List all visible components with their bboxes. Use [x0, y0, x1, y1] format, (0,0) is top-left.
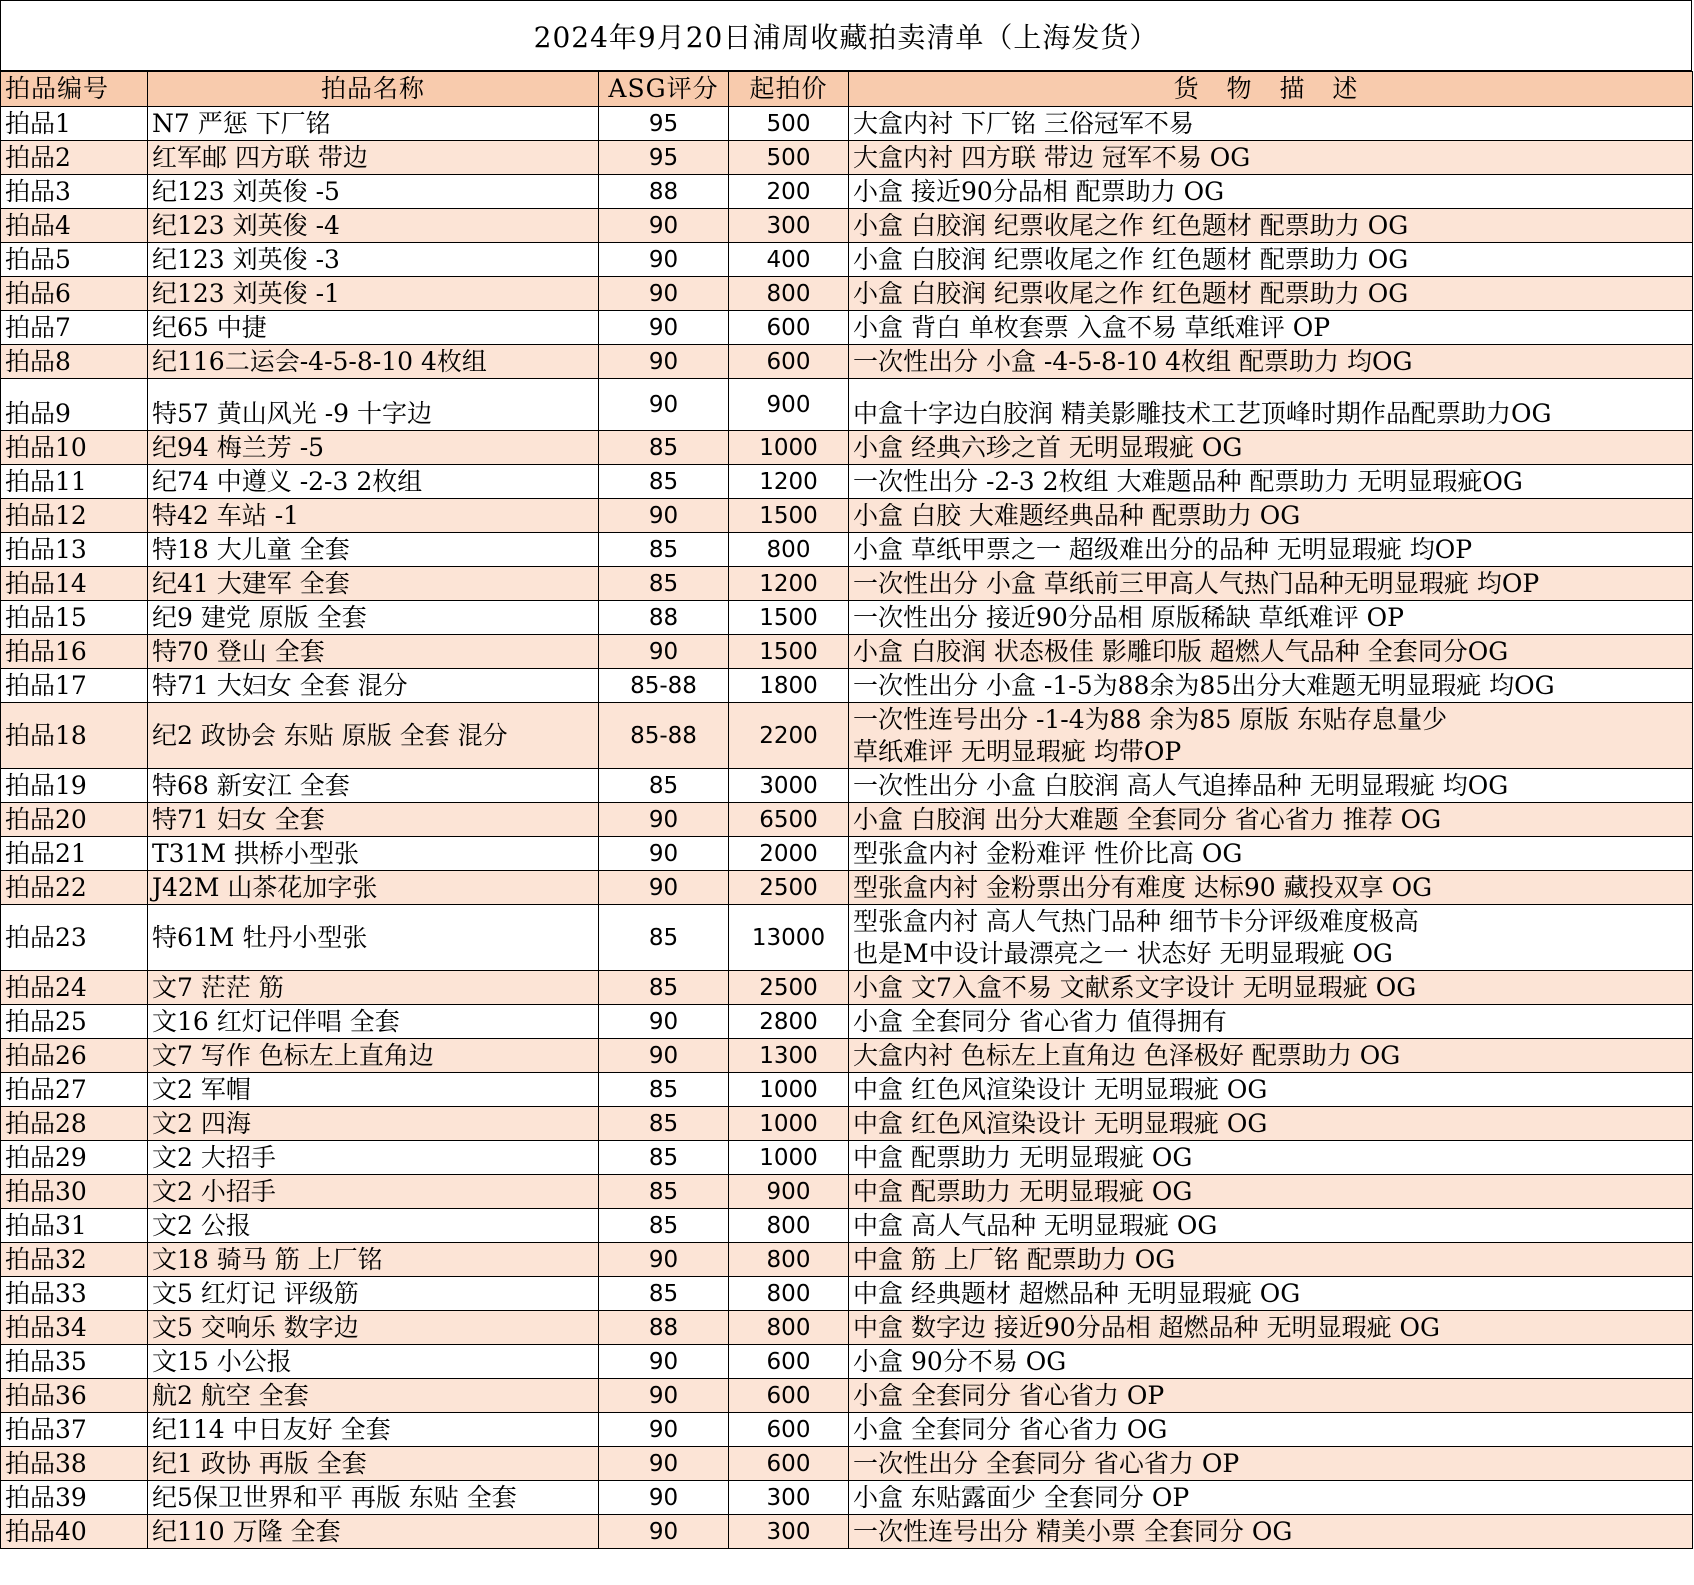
description-line: 小盒 文7入盒不易 文献系文字设计 无明显瑕疵 OG: [853, 973, 1417, 1002]
lot-number-cell[interactable]: 拍品5: [1, 243, 148, 277]
start-price-cell[interactable]: 3000: [729, 769, 849, 803]
description-cell[interactable]: [849, 1141, 1693, 1175]
description-line: 一次性出分 全套同分 省心省力 OP: [853, 1449, 1240, 1478]
table-row: [1, 635, 1693, 669]
lot-name-cell[interactable]: 纪2 政协会 东贴 原版 全套 混分: [148, 703, 599, 769]
lot-name-cell[interactable]: 纪94 梅兰芳 -5: [148, 431, 599, 465]
description-line: 小盒 东贴露面少 全套同分 OP: [853, 1483, 1190, 1512]
lot-number-cell[interactable]: 拍品8: [1, 345, 148, 379]
start-price-cell[interactable]: 600: [729, 1345, 849, 1379]
asg-score-cell[interactable]: 90: [599, 837, 729, 871]
description-cell[interactable]: [849, 1379, 1693, 1413]
description-cell[interactable]: [849, 345, 1693, 379]
table-row: [1, 1005, 1693, 1039]
lot-name-cell[interactable]: 特18 大儿童 全套: [148, 533, 599, 567]
lot-number-cell[interactable]: 拍品22: [1, 871, 148, 905]
start-price-cell[interactable]: 2000: [729, 837, 849, 871]
table-row: [1, 1413, 1693, 1447]
description-line: 中盒 筋 上厂铭 配票助力 OG: [853, 1245, 1176, 1274]
start-price-cell[interactable]: 500: [729, 107, 849, 141]
asg-score-cell[interactable]: 85: [599, 465, 729, 499]
lot-number-cell[interactable]: 拍品10: [1, 431, 148, 465]
lot-name-cell[interactable]: 文15 小公报: [148, 1345, 599, 1379]
lot-number-cell[interactable]: 拍品16: [1, 635, 148, 669]
asg-score-cell[interactable]: 85: [599, 1107, 729, 1141]
lot-number-cell[interactable]: 拍品35: [1, 1345, 148, 1379]
start-price-cell[interactable]: 1800: [729, 669, 849, 703]
description-line: 一次性连号出分 -1-4为88 余为85 原版 东贴存息量少: [853, 704, 1448, 734]
asg-score-cell[interactable]: 90: [599, 1515, 729, 1549]
asg-score-cell[interactable]: 85: [599, 1209, 729, 1243]
description-cell[interactable]: [849, 1005, 1693, 1039]
start-price-cell[interactable]: 500: [729, 141, 849, 175]
description-line: 草纸难评 无明显瑕疵 均带OP: [853, 736, 1182, 766]
lot-name-cell[interactable]: 特61M 牡丹小型张: [148, 905, 599, 971]
lot-name-cell[interactable]: 特70 登山 全套: [148, 635, 599, 669]
description-line: 一次性出分 小盒 白胶润 高人气追捧品种 无明显瑕疵 均OG: [853, 771, 1509, 800]
description-line: 大盒内衬 下厂铭 三俗冠军不易: [853, 109, 1194, 138]
description-cell[interactable]: [849, 567, 1693, 601]
description-cell[interactable]: [849, 1345, 1693, 1379]
lot-name-cell[interactable]: 文16 红灯记伴唱 全套: [148, 1005, 599, 1039]
table-row: [1, 971, 1693, 1005]
table-row: [1, 837, 1693, 871]
table-row: [1, 1515, 1693, 1549]
start-price-cell[interactable]: 800: [729, 277, 849, 311]
description-cell[interactable]: [849, 175, 1693, 209]
lot-number-cell[interactable]: 拍品28: [1, 1107, 148, 1141]
asg-score-cell[interactable]: 85: [599, 1175, 729, 1209]
table-row: [1, 243, 1693, 277]
start-price-cell[interactable]: 2500: [729, 971, 849, 1005]
start-price-cell[interactable]: 2200: [729, 703, 849, 769]
lot-number-cell[interactable]: 拍品29: [1, 1141, 148, 1175]
start-price-cell[interactable]: 13000: [729, 905, 849, 971]
asg-score-cell[interactable]: 90: [599, 1243, 729, 1277]
description-cell[interactable]: [849, 1515, 1693, 1549]
lot-number-cell[interactable]: 拍品26: [1, 1039, 148, 1073]
description-line: 一次性出分 接近90分品相 原版稀缺 草纸难评 OP: [853, 603, 1404, 632]
asg-score-cell[interactable]: 90: [599, 1379, 729, 1413]
asg-score-cell[interactable]: 85: [599, 431, 729, 465]
description-cell[interactable]: [849, 971, 1693, 1005]
lot-name-cell[interactable]: 特57 黄山风光 -9 十字边: [148, 379, 599, 431]
table-row: [1, 1447, 1693, 1481]
asg-score-cell[interactable]: 85: [599, 1141, 729, 1175]
start-price-cell[interactable]: 1000: [729, 1141, 849, 1175]
description-line: 大盒内衬 色标左上直角边 色泽极好 配票助力 OG: [853, 1041, 1401, 1070]
start-price-cell[interactable]: 1000: [729, 1073, 849, 1107]
lot-name-cell[interactable]: 文5 交响乐 数字边: [148, 1311, 599, 1345]
lot-name-cell[interactable]: 文2 大招手: [148, 1141, 599, 1175]
description-line: 小盒 全套同分 省心省力 值得拥有: [853, 1007, 1227, 1036]
table-row: [1, 499, 1693, 533]
description-line: 型张盒内衬 高人气热门品种 细节卡分评级难度极高: [853, 906, 1419, 936]
description-line: 小盒 白胶润 纪票收尾之作 红色题材 配票助力 OG: [853, 211, 1409, 240]
description-line: 中盒 红色风渲染设计 无明显瑕疵 OG: [853, 1109, 1268, 1138]
asg-score-cell[interactable]: 90: [599, 1447, 729, 1481]
description-cell[interactable]: [849, 635, 1693, 669]
description-line: 中盒 高人气品种 无明显瑕疵 OG: [853, 1211, 1218, 1240]
lot-number-cell[interactable]: 拍品21: [1, 837, 148, 871]
lot-number-cell[interactable]: 拍品37: [1, 1413, 148, 1447]
lot-number-cell[interactable]: 拍品31: [1, 1209, 148, 1243]
lot-number-cell[interactable]: 拍品15: [1, 601, 148, 635]
description-cell[interactable]: [849, 1413, 1693, 1447]
description-cell[interactable]: [849, 379, 1693, 431]
lot-name-cell[interactable]: 纪110 万隆 全套: [148, 1515, 599, 1549]
lot-name-cell[interactable]: 红军邮 四方联 带边: [148, 141, 599, 175]
lot-name-cell[interactable]: 纪65 中捷: [148, 311, 599, 345]
start-price-cell[interactable]: 800: [729, 1209, 849, 1243]
start-price-cell[interactable]: 1500: [729, 499, 849, 533]
table-row: [1, 311, 1693, 345]
table-row: [1, 1107, 1693, 1141]
description-cell[interactable]: [849, 1039, 1693, 1073]
asg-score-cell[interactable]: 85: [599, 533, 729, 567]
asg-score-cell[interactable]: 85: [599, 567, 729, 601]
table-row: [1, 1039, 1693, 1073]
lot-name-cell[interactable]: 文2 小招手: [148, 1175, 599, 1209]
asg-score-cell[interactable]: 85: [599, 905, 729, 971]
lot-name-cell[interactable]: 文7 茫茫 筋: [148, 971, 599, 1005]
lot-number-cell[interactable]: 拍品11: [1, 465, 148, 499]
start-price-cell[interactable]: 600: [729, 1379, 849, 1413]
start-price-cell[interactable]: 1000: [729, 1107, 849, 1141]
description-cell[interactable]: [849, 1243, 1693, 1277]
description-cell[interactable]: [849, 431, 1693, 465]
description-line: 小盒 白胶润 出分大难题 全套同分 省心省力 推荐 OG: [853, 805, 1442, 834]
table-row: [1, 141, 1693, 175]
asg-score-cell[interactable]: 95: [599, 141, 729, 175]
description-cell[interactable]: [849, 1481, 1693, 1515]
lot-name-cell[interactable]: 特71 妇女 全套: [148, 803, 599, 837]
lot-number-cell[interactable]: 拍品1: [1, 107, 148, 141]
lot-number-cell[interactable]: 拍品7: [1, 311, 148, 345]
description-line: 一次性出分 -2-3 2枚组 大难题品种 配票助力 无明显瑕疵OG: [853, 467, 1523, 496]
lot-name-cell[interactable]: 纪74 中遵义 -2-3 2枚组: [148, 465, 599, 499]
table-row: [1, 107, 1693, 141]
lot-number-cell[interactable]: 拍品12: [1, 499, 148, 533]
table-row: [1, 1243, 1693, 1277]
lot-number-cell[interactable]: 拍品4: [1, 209, 148, 243]
table-row: [1, 803, 1693, 837]
asg-score-cell[interactable]: 90: [599, 1345, 729, 1379]
description-line: 小盒 经典六珍之首 无明显瑕疵 OG: [853, 433, 1243, 462]
table-row: [1, 703, 1693, 769]
description-cell[interactable]: [849, 1209, 1693, 1243]
description-line: 大盒内衬 四方联 带边 冠军不易 OG: [853, 143, 1251, 172]
lot-name-cell[interactable]: 特68 新安江 全套: [148, 769, 599, 803]
description-cell[interactable]: [849, 1311, 1693, 1345]
table-row: [1, 533, 1693, 567]
lot-name-cell[interactable]: 纪116二运会-4-5-8-10 4枚组: [148, 345, 599, 379]
description-line: 中盒 红色风渲染设计 无明显瑕疵 OG: [853, 1075, 1268, 1104]
start-price-cell[interactable]: 1200: [729, 567, 849, 601]
lot-number-cell[interactable]: 拍品40: [1, 1515, 148, 1549]
sheet-title: 2024年9月20日浦周收藏拍卖清单（上海发货）: [0, 0, 1692, 71]
lot-number-cell[interactable]: 拍品33: [1, 1277, 148, 1311]
asg-score-cell[interactable]: 85: [599, 769, 729, 803]
description-line: 一次性出分 小盒 草纸前三甲高人气热门品种无明显瑕疵 均OP: [853, 569, 1540, 598]
asg-score-cell[interactable]: 85: [599, 971, 729, 1005]
description-cell[interactable]: [849, 465, 1693, 499]
description-line: 型张盒内衬 金粉票出分有难度 达标90 藏投双享 OG: [853, 873, 1433, 902]
lot-number-cell[interactable]: 拍品25: [1, 1005, 148, 1039]
description-cell[interactable]: [849, 499, 1693, 533]
asg-score-cell[interactable]: 88: [599, 175, 729, 209]
header-lot-name[interactable]: 拍品名称: [148, 72, 599, 107]
description-line: 一次性出分 小盒 -4-5-8-10 4枚组 配票助力 均OG: [853, 347, 1413, 376]
lot-number-cell[interactable]: 拍品20: [1, 803, 148, 837]
start-price-cell[interactable]: 600: [729, 345, 849, 379]
lot-number-cell[interactable]: 拍品34: [1, 1311, 148, 1345]
asg-score-cell[interactable]: 85: [599, 1277, 729, 1311]
description-cell[interactable]: [849, 669, 1693, 703]
lot-number-cell[interactable]: 拍品36: [1, 1379, 148, 1413]
lot-name-cell[interactable]: 文18 骑马 筋 上厂铭: [148, 1243, 599, 1277]
header-description[interactable]: 货 物 描 述: [849, 72, 1693, 107]
start-price-cell[interactable]: 800: [729, 533, 849, 567]
start-price-cell[interactable]: 200: [729, 175, 849, 209]
lot-name-cell[interactable]: N7 严惩 下厂铭: [148, 107, 599, 141]
asg-score-cell[interactable]: 90: [599, 209, 729, 243]
lot-number-cell[interactable]: 拍品6: [1, 277, 148, 311]
description-line: 小盒 白胶润 状态极佳 影雕印版 超燃人气品种 全套同分OG: [853, 637, 1509, 666]
start-price-cell[interactable]: 1200: [729, 465, 849, 499]
lot-name-cell[interactable]: 特71 大妇女 全套 混分: [148, 669, 599, 703]
lot-name-cell[interactable]: 纪123 刘英俊 -5: [148, 175, 599, 209]
lot-number-cell[interactable]: 拍品32: [1, 1243, 148, 1277]
description-line: 中盒 配票助力 无明显瑕疵 OG: [853, 1143, 1193, 1172]
start-price-cell[interactable]: 400: [729, 243, 849, 277]
lot-name-cell[interactable]: 纪41 大建军 全套: [148, 567, 599, 601]
description-cell[interactable]: [849, 243, 1693, 277]
asg-score-cell[interactable]: 88: [599, 1311, 729, 1345]
start-price-cell[interactable]: 800: [729, 1243, 849, 1277]
description-cell[interactable]: [849, 1175, 1693, 1209]
table-row: [1, 769, 1693, 803]
lot-name-cell[interactable]: 纪5保卫世界和平 再版 东贴 全套: [148, 1481, 599, 1515]
description-line: 小盒 草纸甲票之一 超级难出分的品种 无明显瑕疵 均OP: [853, 535, 1473, 564]
table-row: [1, 905, 1693, 971]
lot-number-cell[interactable]: 拍品18: [1, 703, 148, 769]
header-asg-score[interactable]: ASG评分: [599, 72, 729, 107]
description-line: 小盒 全套同分 省心省力 OP: [853, 1381, 1165, 1410]
asg-score-cell[interactable]: 85: [599, 1073, 729, 1107]
start-price-cell[interactable]: 2500: [729, 871, 849, 905]
description-line: 中盒 配票助力 无明显瑕疵 OG: [853, 1177, 1193, 1206]
lot-name-cell[interactable]: 纪114 中日友好 全套: [148, 1413, 599, 1447]
asg-score-cell[interactable]: 95: [599, 107, 729, 141]
header-row: [1, 72, 1693, 107]
lot-number-cell[interactable]: 拍品14: [1, 567, 148, 601]
lot-name-cell[interactable]: 纪123 刘英俊 -1: [148, 277, 599, 311]
asg-score-cell[interactable]: 90: [599, 379, 729, 431]
description-cell[interactable]: [849, 277, 1693, 311]
lot-number-cell[interactable]: 拍品2: [1, 141, 148, 175]
table-row: [1, 601, 1693, 635]
asg-score-cell[interactable]: 90: [599, 871, 729, 905]
start-price-cell[interactable]: 600: [729, 1413, 849, 1447]
asg-score-cell[interactable]: 90: [599, 1481, 729, 1515]
start-price-cell[interactable]: 1500: [729, 601, 849, 635]
description-line: 型张盒内衬 金粉难评 性价比高 OG: [853, 839, 1243, 868]
lot-number-cell[interactable]: 拍品38: [1, 1447, 148, 1481]
lot-name-cell[interactable]: 纪1 政协 再版 全套: [148, 1447, 599, 1481]
start-price-cell[interactable]: 1500: [729, 635, 849, 669]
table-row: [1, 1277, 1693, 1311]
lot-number-cell[interactable]: 拍品24: [1, 971, 148, 1005]
lot-name-cell[interactable]: T31M 拱桥小型张: [148, 837, 599, 871]
lot-name-cell[interactable]: 特42 车站 -1: [148, 499, 599, 533]
asg-score-cell[interactable]: 88: [599, 601, 729, 635]
start-price-cell[interactable]: 600: [729, 1447, 849, 1481]
description-line: 也是M中设计最漂亮之一 状态好 无明显瑕疵 OG: [853, 938, 1393, 968]
table-row: [1, 1073, 1693, 1107]
description-cell[interactable]: [849, 905, 1693, 971]
description-cell[interactable]: [849, 1107, 1693, 1141]
table-row: [1, 209, 1693, 243]
table-row: [1, 345, 1693, 379]
start-price-cell[interactable]: 800: [729, 1277, 849, 1311]
description-cell[interactable]: [849, 871, 1693, 905]
lot-number-cell[interactable]: 拍品23: [1, 905, 148, 971]
description-line: 小盒 背白 单枚套票 入盒不易 草纸难评 OP: [853, 313, 1331, 342]
description-line: 小盒 白胶润 纪票收尾之作 红色题材 配票助力 OG: [853, 245, 1409, 274]
asg-score-cell[interactable]: 90: [599, 243, 729, 277]
table-row: [1, 1345, 1693, 1379]
lot-name-cell[interactable]: 纪123 刘英俊 -3: [148, 243, 599, 277]
table-row: [1, 1209, 1693, 1243]
asg-score-cell[interactable]: 90: [599, 1413, 729, 1447]
start-price-cell[interactable]: 600: [729, 311, 849, 345]
start-price-cell[interactable]: 1000: [729, 431, 849, 465]
start-price-cell[interactable]: 1300: [729, 1039, 849, 1073]
description-line: 小盒 白胶润 纪票收尾之作 红色题材 配票助力 OG: [853, 279, 1409, 308]
start-price-cell[interactable]: 800: [729, 1311, 849, 1345]
asg-score-cell[interactable]: 90: [599, 1005, 729, 1039]
description-cell[interactable]: [849, 107, 1693, 141]
table-row: [1, 1481, 1693, 1515]
description-line: 中盒 经典题材 超燃品种 无明显瑕疵 OG: [853, 1279, 1301, 1308]
lot-number-cell[interactable]: 拍品9: [1, 379, 148, 431]
asg-score-cell[interactable]: 90: [599, 277, 729, 311]
table-row: [1, 175, 1693, 209]
table-row: [1, 871, 1693, 905]
start-price-cell[interactable]: 300: [729, 1515, 849, 1549]
table-row: [1, 1379, 1693, 1413]
lot-number-cell[interactable]: 拍品17: [1, 669, 148, 703]
description-cell[interactable]: [849, 1447, 1693, 1481]
description-cell[interactable]: [849, 533, 1693, 567]
table-row: [1, 1141, 1693, 1175]
table-row: [1, 277, 1693, 311]
asg-score-cell[interactable]: 90: [599, 499, 729, 533]
lot-name-cell[interactable]: 文2 公报: [148, 1209, 599, 1243]
start-price-cell[interactable]: 300: [729, 1481, 849, 1515]
table-row: [1, 669, 1693, 703]
description-cell[interactable]: [849, 141, 1693, 175]
lot-name-cell[interactable]: J42M 山茶花加字张: [148, 871, 599, 905]
lot-number-cell[interactable]: 拍品39: [1, 1481, 148, 1515]
header-start-price[interactable]: 起拍价: [729, 72, 849, 107]
description-cell[interactable]: [849, 703, 1693, 769]
asg-score-cell[interactable]: 90: [599, 635, 729, 669]
lot-number-cell[interactable]: 拍品19: [1, 769, 148, 803]
start-price-cell[interactable]: 300: [729, 209, 849, 243]
lot-name-cell[interactable]: 纪9 建党 原版 全套: [148, 601, 599, 635]
lot-number-cell[interactable]: 拍品30: [1, 1175, 148, 1209]
header-lot-number[interactable]: 拍品编号: [1, 72, 148, 107]
description-cell[interactable]: [849, 209, 1693, 243]
description-cell[interactable]: [849, 601, 1693, 635]
description-cell[interactable]: [849, 803, 1693, 837]
table-row: [1, 1175, 1693, 1209]
start-price-cell[interactable]: 6500: [729, 803, 849, 837]
description-cell[interactable]: [849, 837, 1693, 871]
start-price-cell[interactable]: 900: [729, 379, 849, 431]
asg-score-cell[interactable]: 85-88: [599, 669, 729, 703]
description-line: 中盒 数字边 接近90分品相 超燃品种 无明显瑕疵 OG: [853, 1313, 1441, 1342]
description-line: 一次性出分 小盒 -1-5为88余为85出分大难题无明显瑕疵 均OG: [853, 671, 1555, 700]
description-line: 一次性连号出分 精美小票 全套同分 OG: [853, 1517, 1293, 1546]
asg-score-cell[interactable]: 85-88: [599, 703, 729, 769]
lot-number-cell[interactable]: 拍品3: [1, 175, 148, 209]
table-row: [1, 431, 1693, 465]
asg-score-cell[interactable]: 90: [599, 311, 729, 345]
asg-score-cell[interactable]: 90: [599, 345, 729, 379]
description-line: 小盒 全套同分 省心省力 OG: [853, 1415, 1168, 1444]
table-row: [1, 465, 1693, 499]
table-row: [1, 379, 1693, 431]
description-line: 小盒 接近90分品相 配票助力 OG: [853, 177, 1225, 206]
lot-name-cell[interactable]: 文2 军帽: [148, 1073, 599, 1107]
description-cell[interactable]: [849, 769, 1693, 803]
lot-name-cell[interactable]: 航2 航空 全套: [148, 1379, 599, 1413]
lot-name-cell[interactable]: 文2 四海: [148, 1107, 599, 1141]
table-row: [1, 1311, 1693, 1345]
description-line: 小盒 白胶 大难题经典品种 配票助力 OG: [853, 501, 1301, 530]
description-cell[interactable]: [849, 311, 1693, 345]
lot-number-cell[interactable]: 拍品27: [1, 1073, 148, 1107]
lot-name-cell[interactable]: 文7 写作 色标左上直角边: [148, 1039, 599, 1073]
lot-name-cell[interactable]: 纪123 刘英俊 -4: [148, 209, 599, 243]
start-price-cell[interactable]: 900: [729, 1175, 849, 1209]
table-row: [1, 567, 1693, 601]
description-cell[interactable]: [849, 1277, 1693, 1311]
description-cell[interactable]: [849, 1073, 1693, 1107]
description-line: 小盒 90分不易 OG: [853, 1347, 1067, 1376]
lot-name-cell[interactable]: 文5 红灯记 评级筋: [148, 1277, 599, 1311]
asg-score-cell[interactable]: 90: [599, 803, 729, 837]
asg-score-cell[interactable]: 90: [599, 1039, 729, 1073]
lot-number-cell[interactable]: 拍品13: [1, 533, 148, 567]
start-price-cell[interactable]: 2800: [729, 1005, 849, 1039]
auction-table: [0, 71, 1693, 1549]
description-line: 中盒十字边白胶润 精美影雕技术工艺顶峰时期作品配票助力OG: [853, 399, 1552, 428]
